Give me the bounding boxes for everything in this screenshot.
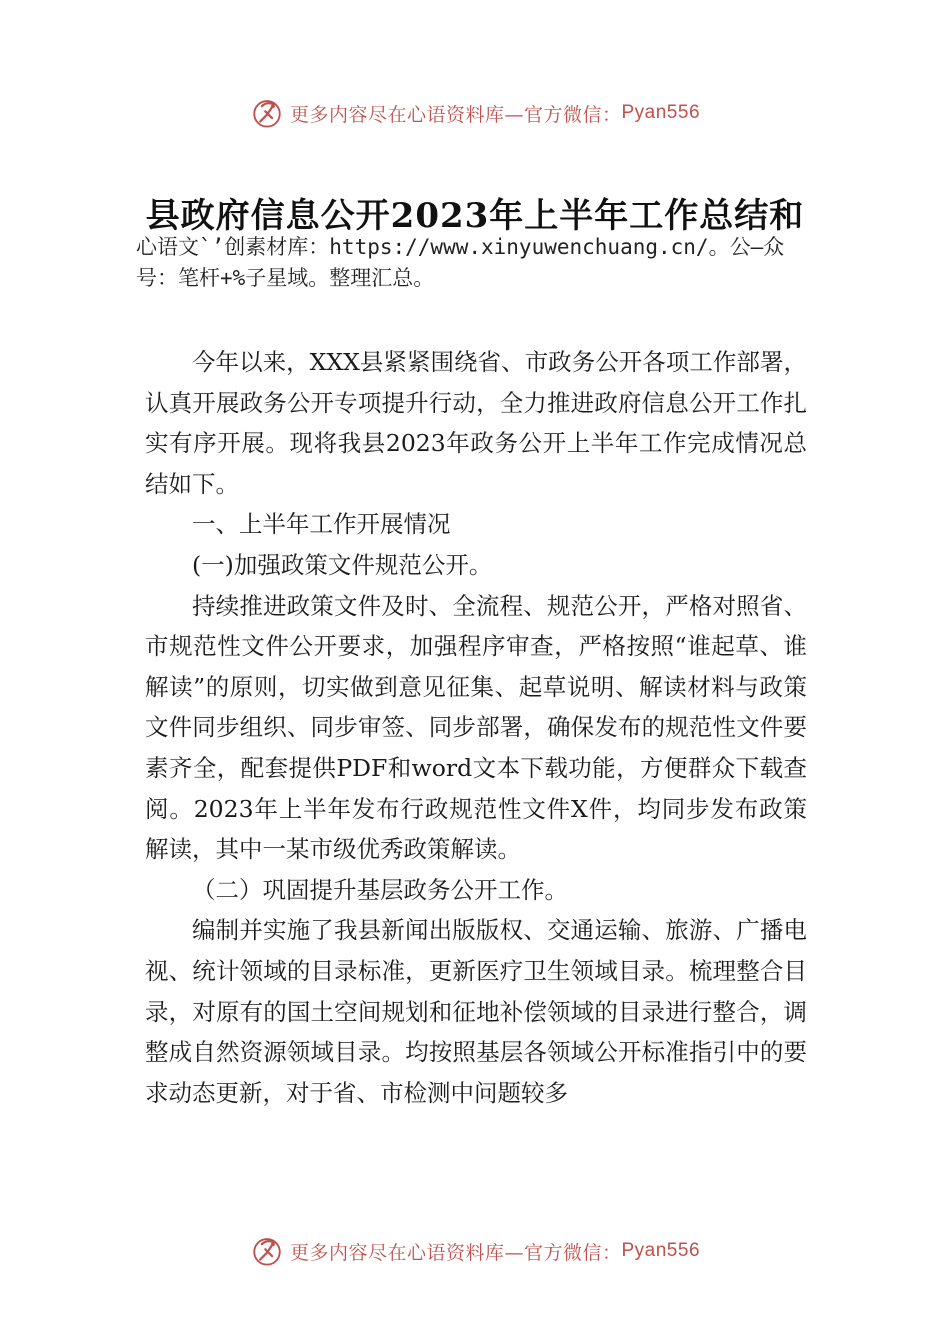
subsection-heading: （二）巩固提升基层政务公开工作。 <box>192 875 568 904</box>
banner-text: 更多内容尽在心语资料库—官方微信： <box>289 103 622 126</box>
header-banner <box>0 96 950 130</box>
subsection-heading: (一)加强政策文件规范公开。 <box>192 550 493 579</box>
banner-wechat-id: Pyan556 <box>621 102 701 123</box>
section-heading: 一、上半年工作开展情况 <box>192 510 451 539</box>
xinyu-logo-icon <box>250 96 284 130</box>
body-paragraph: 今年以来，XXX县紧紧围绕省、市政务公开各项工作部署，认真开展政务公开专项提升行动，全力推进政府信息公开工作扎实有序开展。现将我县2023年政务公开上半年工作完成情况总结如下。 <box>145 348 807 498</box>
document-title: 县政府信息公开2023年上半年工作总结和 <box>145 196 805 236</box>
banner-wechat-id: Pyan556 <box>621 1240 701 1261</box>
body-paragraph: 编制并实施了我县新闻出版版权、交通运输、旅游、广播电视、统计领域的目录标准，更新医疗卫生领域目录。梳理整合目录，对原有的国土空间规划和征地补偿领域的目录进行整合，调整成自然资源领域目录。均按照基层各领域公开标准指引中的要求动态更新，对于省、市检测中问题较多 <box>145 916 807 1107</box>
footer-banner <box>0 1234 950 1268</box>
source-note: 心语文`’创素材库：https://www.xinyuwenchuang.cn/。公—众号：笔杆+%子星域。整理汇总。 <box>136 235 785 290</box>
body-paragraph: 持续推进政策文件及时、全流程、规范公开，严格对照省、市规范性文件公开要求，加强程序审查，严格按照“谁起草、谁解读”的原则，切实做到意见征集、起草说明、解读材料与政策文件同步组织、同步审签、同步部署，确保发布的规范性文件要素齐全，配套提供PDF和word文本下载功能，方便群众下载查阅。2023年上半年发布行政规范性文件X件，均同步发布政策解读，其中一某市级优秀政策解读。 <box>145 591 807 864</box>
document-body <box>145 342 807 1113</box>
banner-text: 更多内容尽在心语资料库—官方微信： <box>289 1241 622 1264</box>
xinyu-logo-icon <box>250 1234 284 1268</box>
